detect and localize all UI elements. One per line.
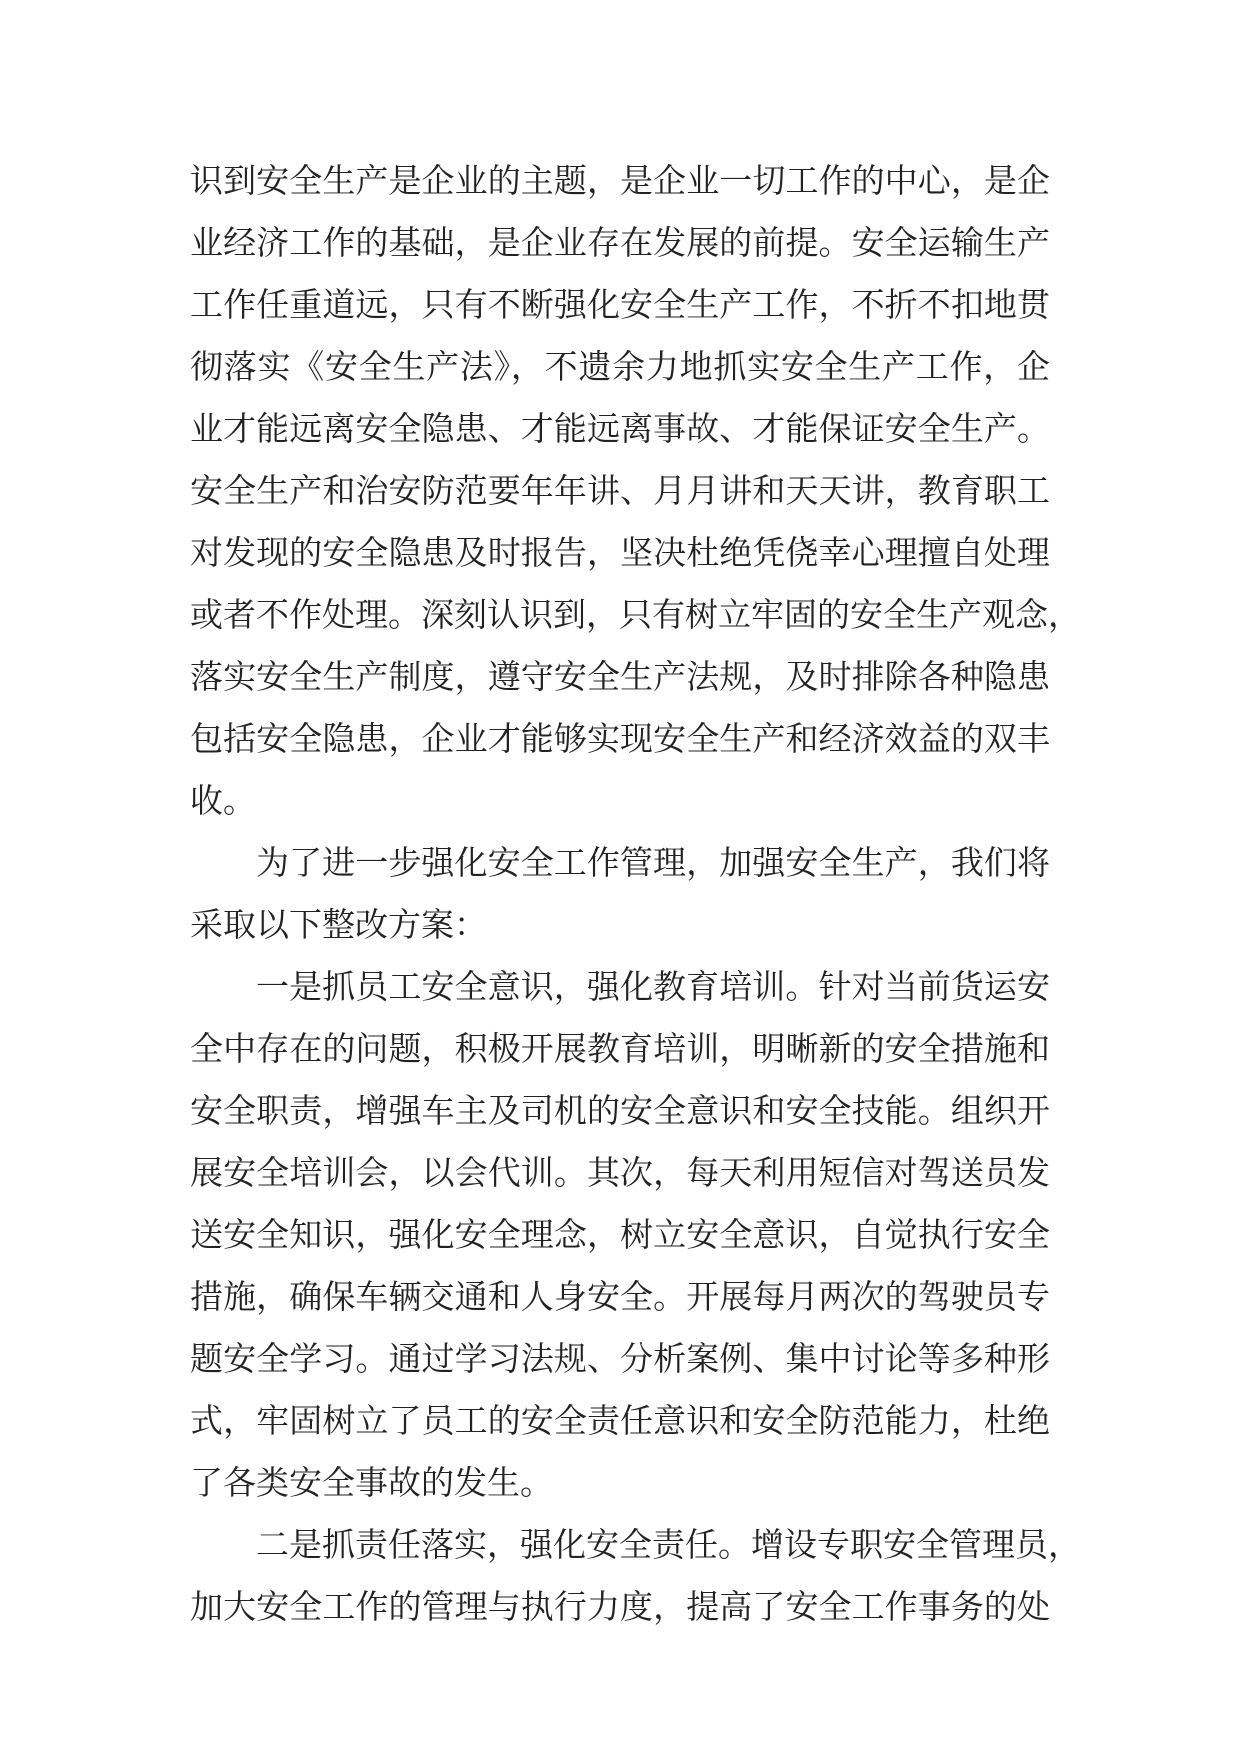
text-line: 加大安全工作的管理与执行力度，提高了安全工作事务的处 (190, 1587, 1050, 1626)
text-line: 展安全培训会，以会代训。其次，每天利用短信对驾送员发 (190, 1153, 1050, 1192)
paragraph-first-line: 一是抓员工安全意识，强化教育培训。针对当前货运安 (256, 967, 1050, 1006)
text-line: 对发现的安全隐患及时报告，坚决杜绝凭侥幸心理擅自处理 (190, 533, 1050, 572)
text-line: 式，牢固树立了员工的安全责任意识和安全防范能力，杜绝 (190, 1401, 1050, 1440)
text-line: 安全职责，增强车主及司机的安全意识和安全技能。组织开 (190, 1091, 1050, 1130)
document-body (190, 150, 1081, 1638)
text-line: 措施，确保车辆交通和人身安全。开展每月两次的驾驶员专 (190, 1277, 1050, 1316)
paragraph-first-line: 为了进一步强化安全工作管理，加强安全生产，我们将 (256, 843, 1050, 882)
text-line: 识到安全生产是企业的主题，是企业一切工作的中心，是企 (190, 161, 1050, 200)
text-line: 包括安全隐患，企业才能够实现安全生产和经济效益的双丰 (190, 719, 1050, 758)
text-line: 采取以下整改方案： (190, 905, 487, 944)
text-line: 彻落实《安全生产法》，不遗余力地抓实安全生产工作，企 (190, 347, 1050, 386)
text-line: 安全生产和治安防范要年年讲、月月讲和天天讲，教育职工 (190, 471, 1050, 510)
text-line: 或者不作处理。深刻认识到，只有树立牢固的安全生产观念， (190, 595, 1081, 634)
text-line: 业经济工作的基础，是企业存在发展的前提。安全运输生产 (190, 223, 1050, 262)
text-line: 落实安全生产制度，遵守安全生产法规，及时排除各种隐患 (190, 657, 1050, 696)
text-line: 了各类安全事故的发生。 (190, 1463, 553, 1502)
text-line: 送安全知识，强化安全理念，树立安全意识，自觉执行安全 (190, 1215, 1050, 1254)
text-line: 题安全学习。通过学习法规、分析案例、集中讨论等多种形 (190, 1339, 1050, 1378)
paragraph-first-line: 二是抓责任落实，强化安全责任。增设专职安全管理员， (256, 1525, 1081, 1564)
text-line: 业才能远离安全隐患、才能远离事故、才能保证安全生产。 (190, 409, 1050, 448)
text-line: 工作任重道远，只有不断强化安全生产工作，不折不扣地贯 (190, 285, 1050, 324)
text-line: 收。 (190, 781, 256, 820)
text-line: 全中存在的问题，积极开展教育培训，明晰新的安全措施和 (190, 1029, 1050, 1068)
